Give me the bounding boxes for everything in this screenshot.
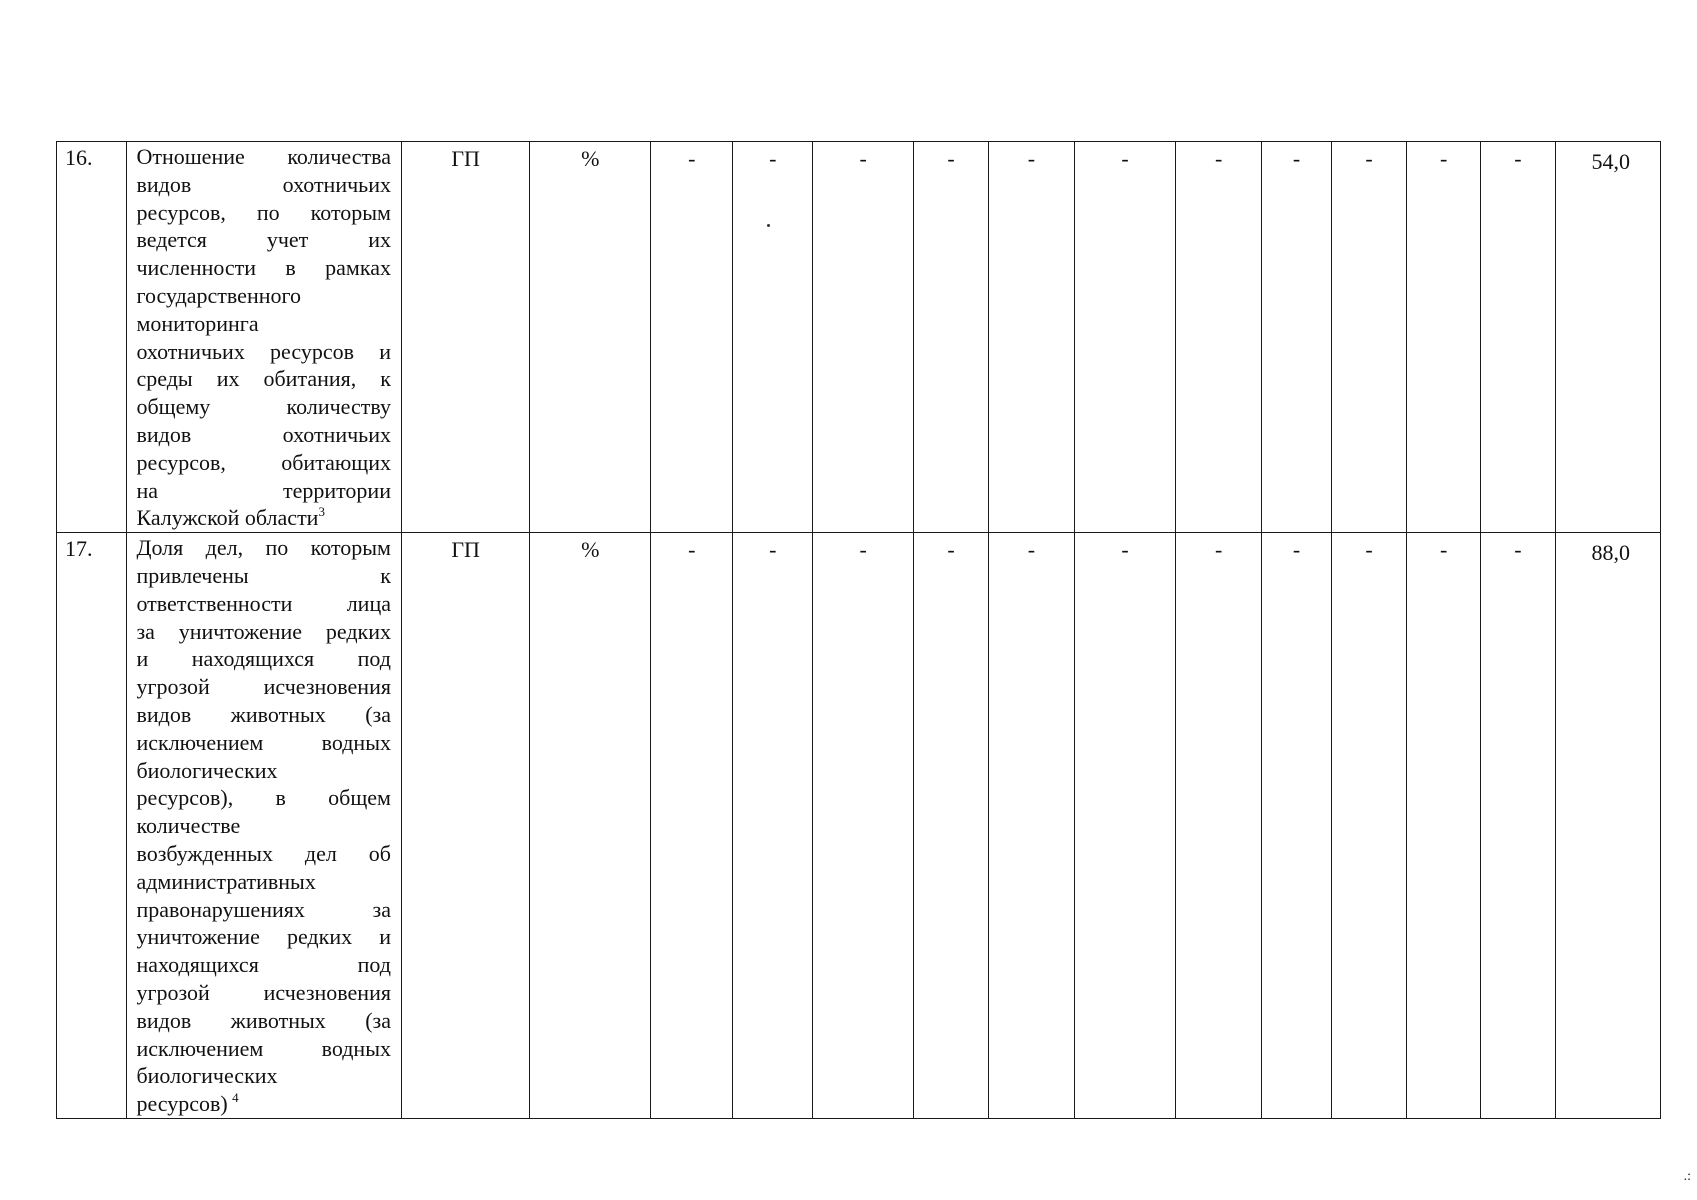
value-cell-empty: -	[813, 142, 914, 533]
value-cell-empty: -	[1176, 142, 1262, 533]
target-value-cell: 88,0	[1555, 533, 1660, 1119]
indicator-name-line: возбужденных дел об	[136, 840, 391, 866]
indicator-name-line: исключением водных	[136, 1035, 391, 1061]
indicator-name-line: государственного	[136, 282, 301, 308]
table-row	[57, 533, 1661, 1119]
program-cell: ГП	[401, 142, 529, 533]
indicator-name-line: Доля дел, по которым	[136, 535, 391, 561]
indicator-name-line: угрозой исчезновения	[136, 979, 391, 1005]
indicator-name-line: Отношение количества	[136, 144, 391, 169]
table-row	[57, 142, 1661, 533]
indicator-name-line: находящихся под	[136, 952, 391, 978]
value-cell-empty: -	[988, 533, 1074, 1119]
indicator-name-line: на территории	[136, 477, 391, 503]
value-cell-empty: -	[914, 142, 989, 533]
scan-speck	[767, 224, 770, 227]
indicator-name-line: ответственности лица	[136, 590, 391, 616]
unit-cell: %	[530, 533, 651, 1119]
value-cell-empty: -	[651, 142, 733, 533]
indicator-name	[127, 142, 402, 533]
indicator-name-line: ресурсов, обитающих	[136, 449, 391, 475]
indicator-name-line: среды их обитания, к	[136, 366, 391, 392]
indicator-name-line: биологических	[136, 757, 278, 783]
value-cell-empty: -	[651, 533, 733, 1119]
indicator-name-line: уничтожение редких и	[136, 924, 391, 950]
indicator-name-line: административных	[136, 868, 316, 894]
indicator-name-line: угрозой исчезновения	[136, 674, 391, 700]
indicator-name-line: ресурсов), в общем	[136, 785, 391, 811]
indicator-name-line: количестве	[136, 813, 241, 839]
value-cell-empty: -	[1481, 142, 1556, 533]
indicator-name-line: исключением водных	[136, 729, 391, 755]
indicator-name-last-line	[136, 504, 391, 532]
value-cell-empty: -	[1331, 142, 1407, 533]
value-cell-empty: -	[733, 533, 813, 1119]
value-cell-empty: -	[1075, 142, 1176, 533]
value-cell-empty: -	[1262, 533, 1331, 1119]
row-number: 16.	[57, 142, 127, 533]
indicator-name-line: ведется учет их	[136, 227, 391, 253]
value-cell-empty: -	[914, 533, 989, 1119]
indicator-name-text: ресурсов)	[136, 1091, 228, 1117]
value-cell-empty: -	[1176, 533, 1262, 1119]
indicator-name-line: правонарушениях за	[136, 896, 391, 922]
scan-corner-mark: .:	[1683, 1169, 1691, 1184]
indicator-name-line: видов охотничьих	[136, 421, 391, 447]
indicator-name-line: видов животных (за	[136, 1007, 391, 1033]
indicator-name	[127, 533, 402, 1119]
indicator-name-line: и находящихся под	[136, 646, 391, 672]
value-cell-empty: -	[1407, 533, 1481, 1119]
value-cell-empty: -	[813, 533, 914, 1119]
row-number: 17.	[57, 533, 127, 1119]
indicator-name-line: ресурсов, по которым	[136, 199, 391, 225]
indicator-name-line: за уничтожение редких	[136, 618, 391, 644]
indicator-name-line: численности в рамках	[136, 255, 391, 281]
value-cell-empty: -	[1407, 142, 1481, 533]
value-cell-empty: -	[1331, 533, 1407, 1119]
indicator-name-line: видов животных (за	[136, 701, 391, 727]
indicator-name-text: Калужской области	[136, 505, 319, 531]
indicator-name-line: привлечены к	[136, 562, 391, 588]
target-value-cell: 54,0	[1555, 142, 1660, 533]
footnote-marker: 4	[232, 1090, 239, 1106]
value-cell-empty: -	[988, 142, 1074, 533]
value-cell-empty: -	[1481, 533, 1556, 1119]
indicator-name-line: охотничьих ресурсов и	[136, 338, 391, 364]
footnote-marker: 3	[318, 504, 325, 520]
unit-cell: %	[530, 142, 651, 533]
indicator-name-line: биологических	[136, 1063, 278, 1089]
value-cell-empty: -	[733, 142, 813, 533]
indicators-table	[56, 141, 1661, 1119]
program-cell: ГП	[401, 533, 529, 1119]
indicator-name-line: мониторинга	[136, 310, 259, 336]
indicator-name-line: общему количеству	[136, 394, 391, 420]
indicator-name-line: видов охотничьих	[136, 171, 391, 197]
value-cell-empty: -	[1075, 533, 1176, 1119]
value-cell-empty: -	[1262, 142, 1331, 533]
indicator-name-last-line	[136, 1090, 391, 1118]
